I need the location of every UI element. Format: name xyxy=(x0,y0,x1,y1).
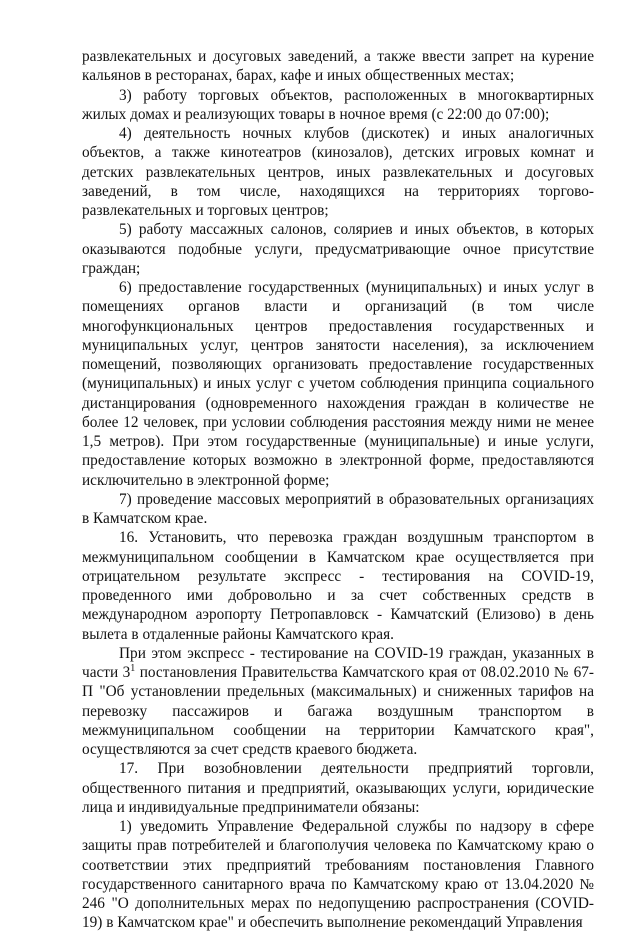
paragraph-clause-17: 17. При возобновлении деятельности предприятий торговли, общественного питания и предприятий, оказывающих услуги, юридические лица и индивидуальные предприниматели обязаны: xyxy=(82,760,594,816)
paragraph-clause-17-item-1: 1) уведомить Управление Федеральной службы по надзору в сфере защиты прав потребителей и благополучия человека по Камчатскому краю о соответствии этих предприятий требованиям постановления Главного государственного санитарного врача по Камчатскому краю от 13.04.2020 № 246 "О дополнительных мерах по недопущению распространения (COVID-19) в Камчатском крае" и обеспечить выполнение рекомендаций Управления xyxy=(82,818,594,932)
paragraph-continuation: развлекательных и досуговых заведений, а также ввести запрет на курение кальянов в ресторанах, барах, кафе и иных общественных местах; xyxy=(82,48,594,85)
paragraph-text-before-sup: При этом экспресс - тестирование на COVID-19 граждан, указанных в части 3 xyxy=(82,644,594,681)
paragraph-item-5: 5) работу массажных салонов, соляриев и иных объектов, в которых оказываются подобные услуги, предусматривающие очное присутствие граждан; xyxy=(82,221,594,277)
superscript-marker: 1 xyxy=(130,662,136,674)
paragraph-item-6: 6) предоставление государственных (муниципальных) и иных услуг в помещениях органов власти и организаций (в том числе многофункциональных центров предоставления государственных и муниципальных услуг, центров занятости населения), за исключением помещений, позволяющих организовать предоставление государственных (муниципальных) и иных услуг с учетом соблюдения принципа социального дистанцирования (одновременного нахождения граждан в количестве не более 12 человек, при условии соблюдения расстояния между ними не менее 1,5 метров). При этом государственные (муниципальные) и иные услуги, предоставление которых возможно в электронной форме, предоставляются исключительно в электронной форме; xyxy=(82,279,594,489)
paragraph-item-4: 4) деятельность ночных клубов (дискотек) и иных аналогичных объектов, а также кинотеатров (кинозалов), детских игровых комнат и детских развлекательных центров, иных развлекательных и досуговых заведений, в том числе, находящихся на территориях торгово-развлекательных и торговых центров; xyxy=(82,125,594,219)
paragraph-clause-16: 16. Установить, что перевозка граждан воздушным транспортом в межмуниципальном сообщении в Камчатском крае осуществляется при отрицательном результате экспресс - тестирования на COVID-19, проведенного ими добровольно и за счет собственных средств в международном аэропорту Петропавловск - Камчатский (Елизово) в день вылета в отдаленные районы Камчатского края. xyxy=(82,529,594,643)
paragraph-item-7: 7) проведение массовых мероприятий в образовательных организациях в Камчатском крае. xyxy=(82,490,594,527)
paragraph-text-after-sup: постановления Правительства Камчатского края от 08.02.2010 № 67-П "Об установлении предельных (максимальных) и сниженных тарифов на перевозку пассажиров и багажа воздушным транспортом в межмуниципальном сообщении на территории Камчатского края", осуществляются за счет средств краевого бюджета. xyxy=(82,664,594,758)
paragraph-item-3: 3) работу торговых объектов, расположенных в многоквартирных жилых домах и реализующих товары в ночное время (с 22:00 до 07:00); xyxy=(82,86,594,123)
document-page xyxy=(82,47,594,933)
paragraph-testing-funding xyxy=(82,644,594,760)
